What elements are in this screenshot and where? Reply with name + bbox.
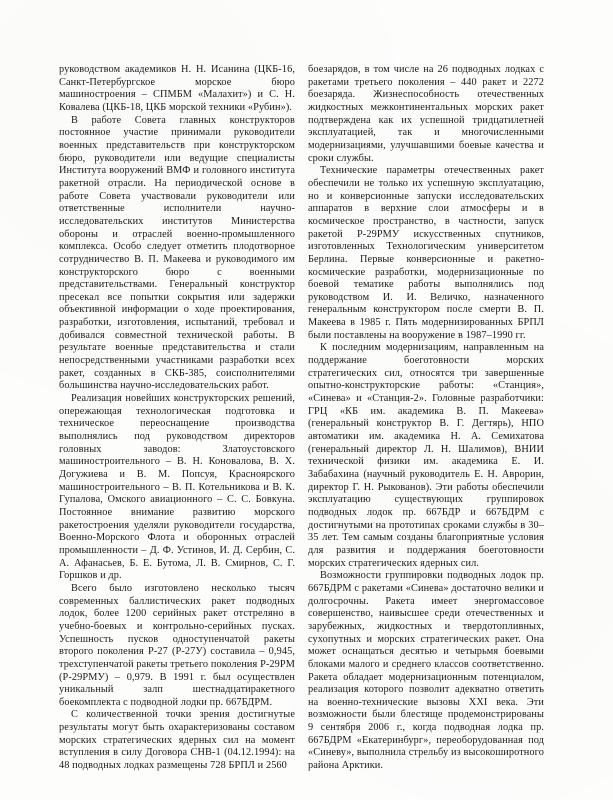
paragraph: Всего было изготовлено несколько тысяч современных баллистических ракет подводных лодок, более 1200 серийных ракет отстреляно в учебно-боевых и контрольно-серийных пусках. Успешность пусков одноступенчатой ракеты второго поколения Р-27 (Р-27У) составила – 0,945, трехступенчатой ракеты третьего поколения Р-29РМ (Р-29РМУ) – 0,979. В 1991 г. был осуществлен уникальный залп шестнадцатиракетного боекомплекта с подводной лодки пр. 667БДРМ.	[59, 582, 295, 708]
paragraph-continuation: боезарядов, в том числе на 26 подводных лодках с ракетами третьего поколения – 440 ракет и 2272 боезаряда. Жизнеспособность отечественных жидкостных межконтинентальных морских ракет подтверждена как их успешной тридцатилетней эксплуатацией, так и многочисленными модернизациями, улучшавшими боевые качества и сроки службы.	[308, 64, 544, 164]
paragraph: С количественной точки зрения достигнутые результаты могут быть охарактеризованы составом морских стратегических ядерных сил на момент вступления в силу Договора СНВ-1 (04.12.1994): на 48 подводных лодках размещены 728 БРПЛ и 2560	[59, 709, 295, 772]
two-column-text-block	[59, 64, 543, 773]
text-column-right	[308, 64, 544, 773]
text-column-left	[59, 64, 295, 773]
paragraph: Технические параметры отечественных ракет обеспечили не только их успешную эксплуатацию, но и конверсионные запуски исследовательских аппаратов в верхние слои атмосферы и в космическое пространство, в частности, запуск ракетой Р-29РМУ искусственных спутников, изготовленных Технологическим университетом Берлина. Первые конверсионные и ракетно-космические разработки, модернизационные по боевой тематике работы выполнялись под руководством И. И. Величко, назначенного генеральным конструктором после смерти В. П. Макеева в 1985 г. Пять модернизированных БРПЛ были поставлены на вооружение в 1987–1990 гг.	[308, 165, 544, 341]
paragraph: К последним модернизациям, направленным на поддержание боеготовности морских стратегических сил, относятся три завершенные опытно-конструкторские работы: «Станция», «Синева» и «Станция-2». Головные разработчики: ГРЦ «КБ им. академика В. П. Макеева» (генеральный конструктор В. Г. Дегтярь), НПО автоматики им. академика Н. А. Семихатова (генеральный директор Л. Н. Шалимов), ВНИИ технической физики им. академика Е. И. Забабахина (научный руководитель Е. Н. Аврорин, директор Г. Н. Рыкованов). Эти работы обеспечили эксплуатацию существующих группировок подводных лодок пр. 667БДР и 667БДРМ с достигнутыми на прототипах сроками службы в 30–35 лет. Тем самым созданы благоприятные условия для развития и поддержания боеготовности морских стратегических ядерных сил.	[308, 342, 544, 569]
paragraph: В работе Совета главных конструкторов постоянное участие принимали руководители военных представительств при конструкторском бюро, руководители или ведущие специалисты Института вооружений ВМФ и головного института ракетной отрасли. На периодической основе в работе Совета участвовали руководители или ответственные исполнители научно-исследовательских институтов Министерства обороны и отраслей военно-промышленного комплекса. Особо следует отметить плодотворное сотрудничество В. П. Макеева и руководимого им конструкторского бюро с военными представительствами. Генеральный конструктор пресекал все попытки сокрытия или задержки объективной информации о ходе проектирования, разработки, изготовления, испытаний, требовал и добивался совместной технической работы. В результате военные представительства и стали непосредственными участниками разработки всех ракет, созданных в СКБ-385, соисполнителями большинства научно-исследовательских работ.	[59, 114, 295, 392]
paragraph-continuation: руководством академиков Н. Н. Исанина (ЦКБ-16, Санкт-Петербургское морское бюро машиностроения – СПМБМ «Малахит») и С. Н. Ковалева (ЦКБ-18, ЦКБ морской техники «Рубин»).	[59, 64, 295, 113]
paragraph: Возможности группировки подводных лодок пр. 667БДРМ с ракетами «Синева» достаточно велики и долгосрочны. Ракета имеет энергомассовое совершенство, наивысшее среди отечественных и зарубежных, жидкостных и твердотопливных, сухопутных и морских стратегических ракет. Она может оснащаться десятью и четырьмя боевыми блоками малого и среднего классов соответственно. Ракета обладает модернизационным потенциалом, реализация которого позволит адекватно ответить на военно-технические вызовы XXI века. Эти возможности были блестяще продемонстрированы 9 сентября 2006 г., когда подводная лодка пр. 667БДРМ «Екатеринбург», переоборудованная под «Синеву», выполнила стрельбу из высокоширотного района Арктики.	[308, 570, 544, 772]
paragraph: Реализация новейших конструкторских решений, опережающая технологическая подготовка и техническое переоснащение производства выполнялись под руководством директоров головных заводов: Златоустовского машиностроительного – В. Н. Коновалова, В. Х. Догужиева и В. М. Попсуя, Красноярского машиностроительного – В. П. Котельникова и В. К. Гупалова, Омского авиационного – С. С. Бовкуна. Постоянное внимание развитию морского ракетостроения уделяли руководители государства, Военно-Морского Флота и оборонных отраслей промышленности – Д. Ф. Устинов, И. Д. Сербин, С. А. Афанасьев, Б. Е. Бутома, Л. В. Смирнов, С. Г. Горшков и др.	[59, 393, 295, 582]
